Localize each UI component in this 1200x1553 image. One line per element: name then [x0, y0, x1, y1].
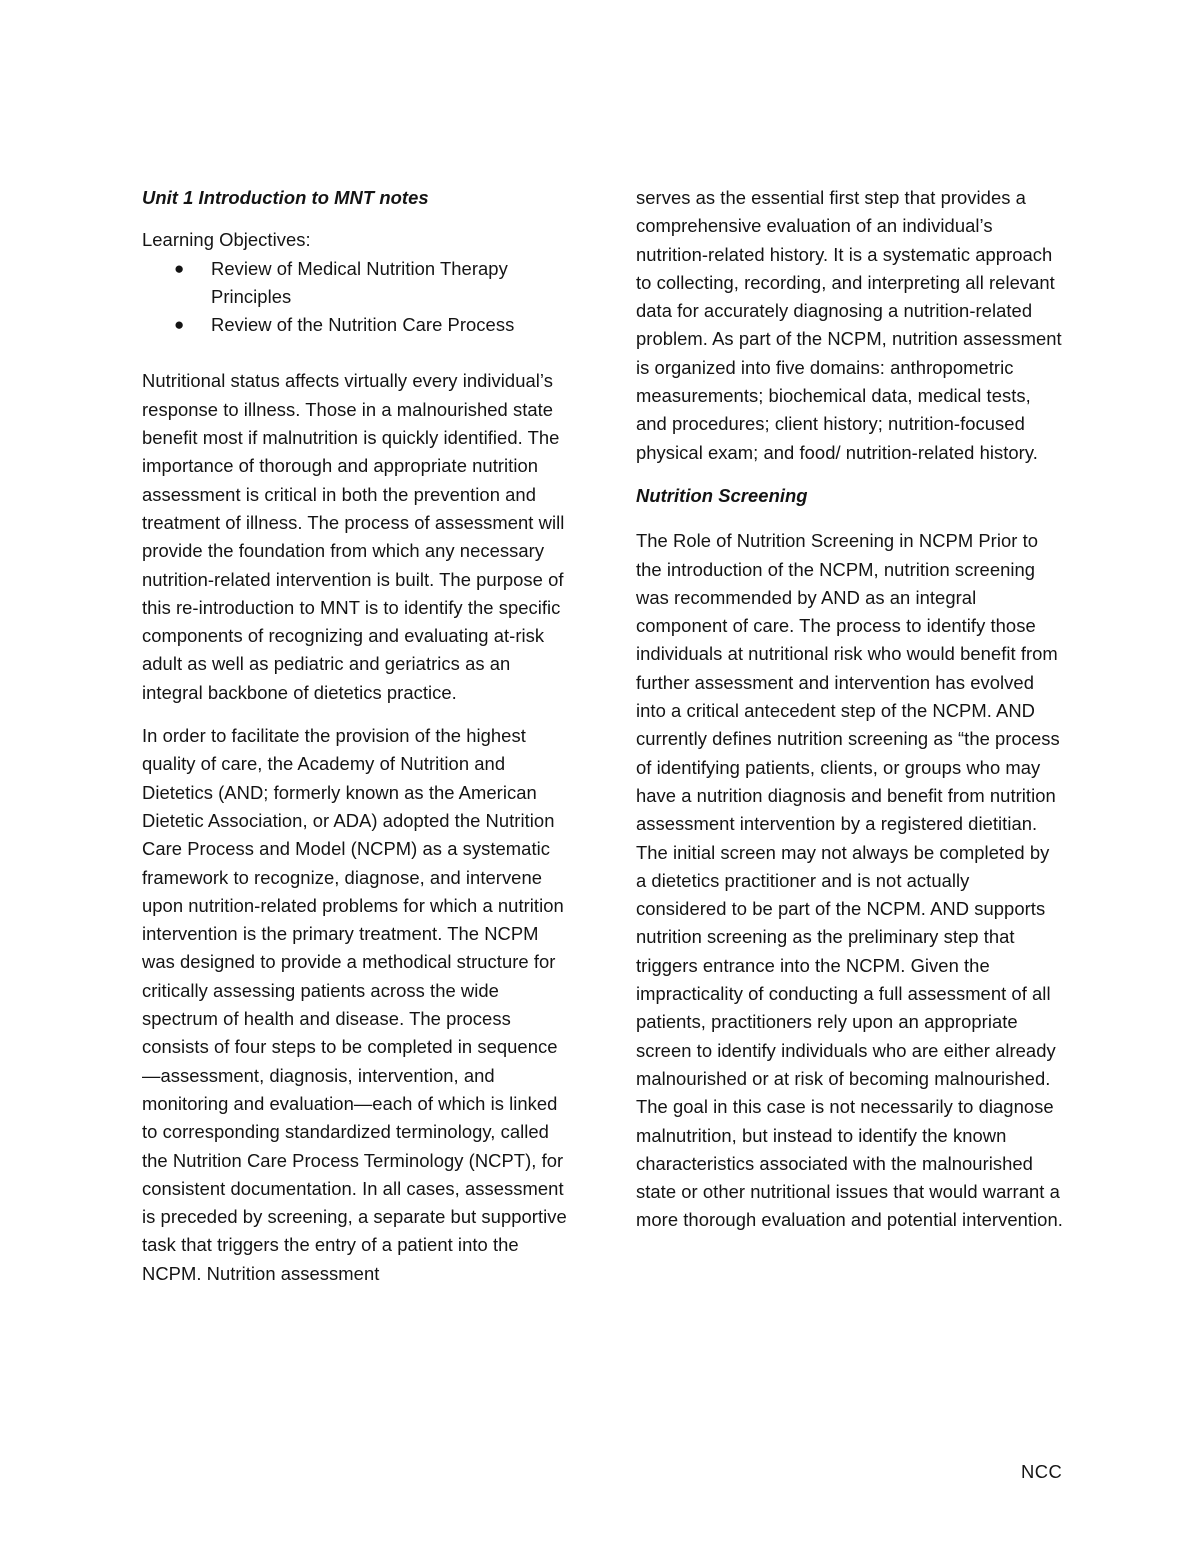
bullet-icon: ●: [174, 258, 185, 278]
paragraph-ncpm-intro: In order to facilitate the provision of the highest quality of care, the Academy of Nutrition and Dietetics (AND; formerly known as the American Dietetic Association, or ADA) adopted the Nutrition Care Process and Model (NCPM) as a systematic framework to recognize, diagnose, and intervene upon nutrition-related problems for which a nutrition intervention is the primary treatment. The NCPM was designed to provide a methodical structure for critically assessing patients across the wide spectrum of health and disease. The process consists of four steps to be completed in sequence—assessment, diagnosis, intervention, and monitoring and evaluation—each of which is linked to corresponding standardized terminology, called the Nutrition Care Process Terminology (NCPT), for consistent documentation. In all cases, assessment is preceded by screening, a separate but supportive task that triggers the entry of a patient into the NCPM. Nutrition assessment: [142, 725, 567, 1284]
objective-item: [142, 311, 574, 339]
objective-item: [142, 255, 574, 312]
paragraph-nutritional-status: Nutritional status affects virtually every individual’s response to illness. Those in a malnourished state benefit most if malnutrition is quickly identified. The importance of thorough and appropriate nutrition assessment is critical in both the prevention and treatment of illness. The process of assessment will provide the foundation from which any necessary nutrition-related intervention is built. The purpose of this re-introduction to MNT is to identify the specific components of recognizing and evaluating at-risk adult as well as pediatric and geriatrics as an integral backbone of dietetics practice.: [142, 370, 565, 703]
page-footer: NCC: [1021, 1461, 1063, 1482]
objectives-label: Learning Objectives:: [142, 229, 311, 251]
left-column: [142, 184, 574, 1288]
right-column: [636, 184, 1064, 1235]
paragraph-assessment: serves as the essential first step that provides a comprehensive evaluation of an individual’s nutrition-related history. It is a systematic approach to collecting, recording, and interpreting all relevant data for accurately diagnosing a nutrition-related problem. As part of the NCPM, nutrition assessment is organized into five domains: anthropometric measurements; biochemical data, medical tests, and procedures; client history; nutrition-focused physical exam; and food/ nutrition-related history.: [636, 187, 1062, 463]
bullet-icon: ●: [174, 315, 185, 335]
objectives-list: [142, 255, 574, 340]
objective-text: Review of the Nutrition Care Process: [211, 314, 515, 336]
document-title: Unit 1 Introduction to MNT notes: [142, 187, 429, 208]
paragraph-nutrition-screening: The Role of Nutrition Screening in NCPM Prior to the introduction of the NCPM, nutrition screening was recommended by AND as an integral component of care. The process to identify those individuals at nutritional risk who would benefit from further assessment and intervention has evolved into a critical antecedent step of the NCPM. AND currently defines nutrition screening as “the process of identifying patients, clients, or groups who may have a nutrition diagnosis and benefit from nutrition assessment intervention by a registered dietitian. The initial screen may not always be completed by a dietetics practitioner and is not actually considered to be part of the NCPM. AND supports nutrition screening as the preliminary step that triggers entrance into the NCPM. Given the impracticality of conducting a full assessment of all patients, practitioners rely upon an appropriate screen to identify individuals who are either already malnourished or at risk of becoming malnourished. The goal in this case is not necessarily to diagnose malnutrition, but instead to identify the known characteristics associated with the malnourished state or other nutritional issues that would warrant a more thorough evaluation and potential intervention.: [636, 530, 1063, 1231]
objective-text: Review of Medical Nutrition Therapy Principles: [211, 257, 508, 307]
section-heading: Nutrition Screening: [636, 484, 808, 506]
